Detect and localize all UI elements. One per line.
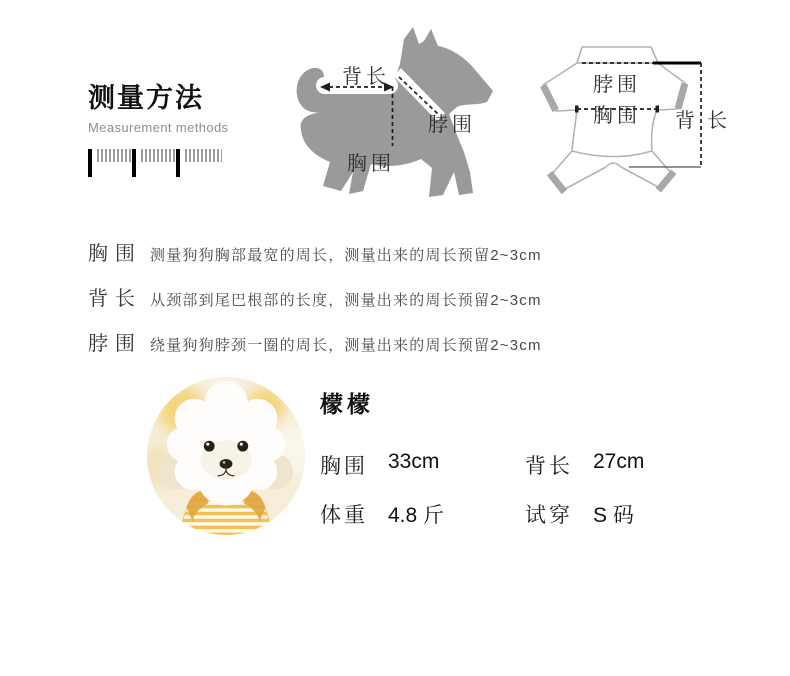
ruler-graphic [88, 149, 229, 177]
dog-neck-girth-label: 脖围 [428, 114, 476, 136]
stat-label-size: 试穿 [525, 504, 573, 527]
model-dog-photo [147, 377, 305, 535]
garment-chest-girth-label: 胸围 [593, 105, 641, 127]
dog-back-length-label: 背长 [342, 66, 390, 88]
measurement-description: 绕量狗狗脖颈一圈的周长，测量出来的周长预留2~3cm [150, 337, 542, 354]
garment-back-length-label: 背长 [675, 110, 739, 132]
stat-value-weight: 4.8 斤 [388, 504, 445, 527]
measurement-description: 测量狗狗胸部最宽的周长，测量出来的周长预留2~3cm [150, 247, 542, 264]
stat-label-chest: 胸围 [320, 455, 368, 478]
ruler-segment [132, 149, 176, 177]
ruler-segment [88, 149, 132, 177]
section-header [88, 76, 229, 177]
measurement-term: 背长 [88, 288, 142, 310]
garment-neck-girth-label: 脖围 [593, 74, 641, 96]
stat-label-back: 背长 [525, 455, 573, 478]
ruler-segment [176, 149, 220, 177]
stat-value-size: S 码 [593, 504, 634, 527]
measurement-term: 胸围 [88, 243, 142, 265]
dog-measurement-diagram [290, 20, 510, 210]
dog-silhouette-icon [290, 20, 510, 210]
measurement-row-neck [88, 327, 542, 356]
model-dog-photo-illustration [147, 377, 305, 535]
stat-label-weight: 体重 [320, 504, 368, 527]
page-title: 测量方法 [88, 83, 204, 113]
page-subtitle: Measurement methods [88, 120, 229, 135]
measurement-description: 从颈部到尾巴根部的长度，测量出来的周长预留2~3cm [150, 292, 542, 309]
measurement-term: 脖围 [88, 333, 142, 355]
model-dog-stats [320, 450, 760, 529]
garment-measurement-diagram [525, 20, 765, 210]
stat-value-back: 27cm [593, 450, 645, 473]
measurement-row-chest [88, 237, 542, 266]
dog-chest-girth-label: 胸围 [347, 153, 395, 175]
model-dog-info [320, 386, 760, 529]
measurement-definitions [88, 237, 542, 372]
measurement-row-back [88, 282, 542, 311]
model-dog-name: 檬檬 [320, 391, 374, 417]
stat-value-chest: 33cm [388, 450, 440, 473]
